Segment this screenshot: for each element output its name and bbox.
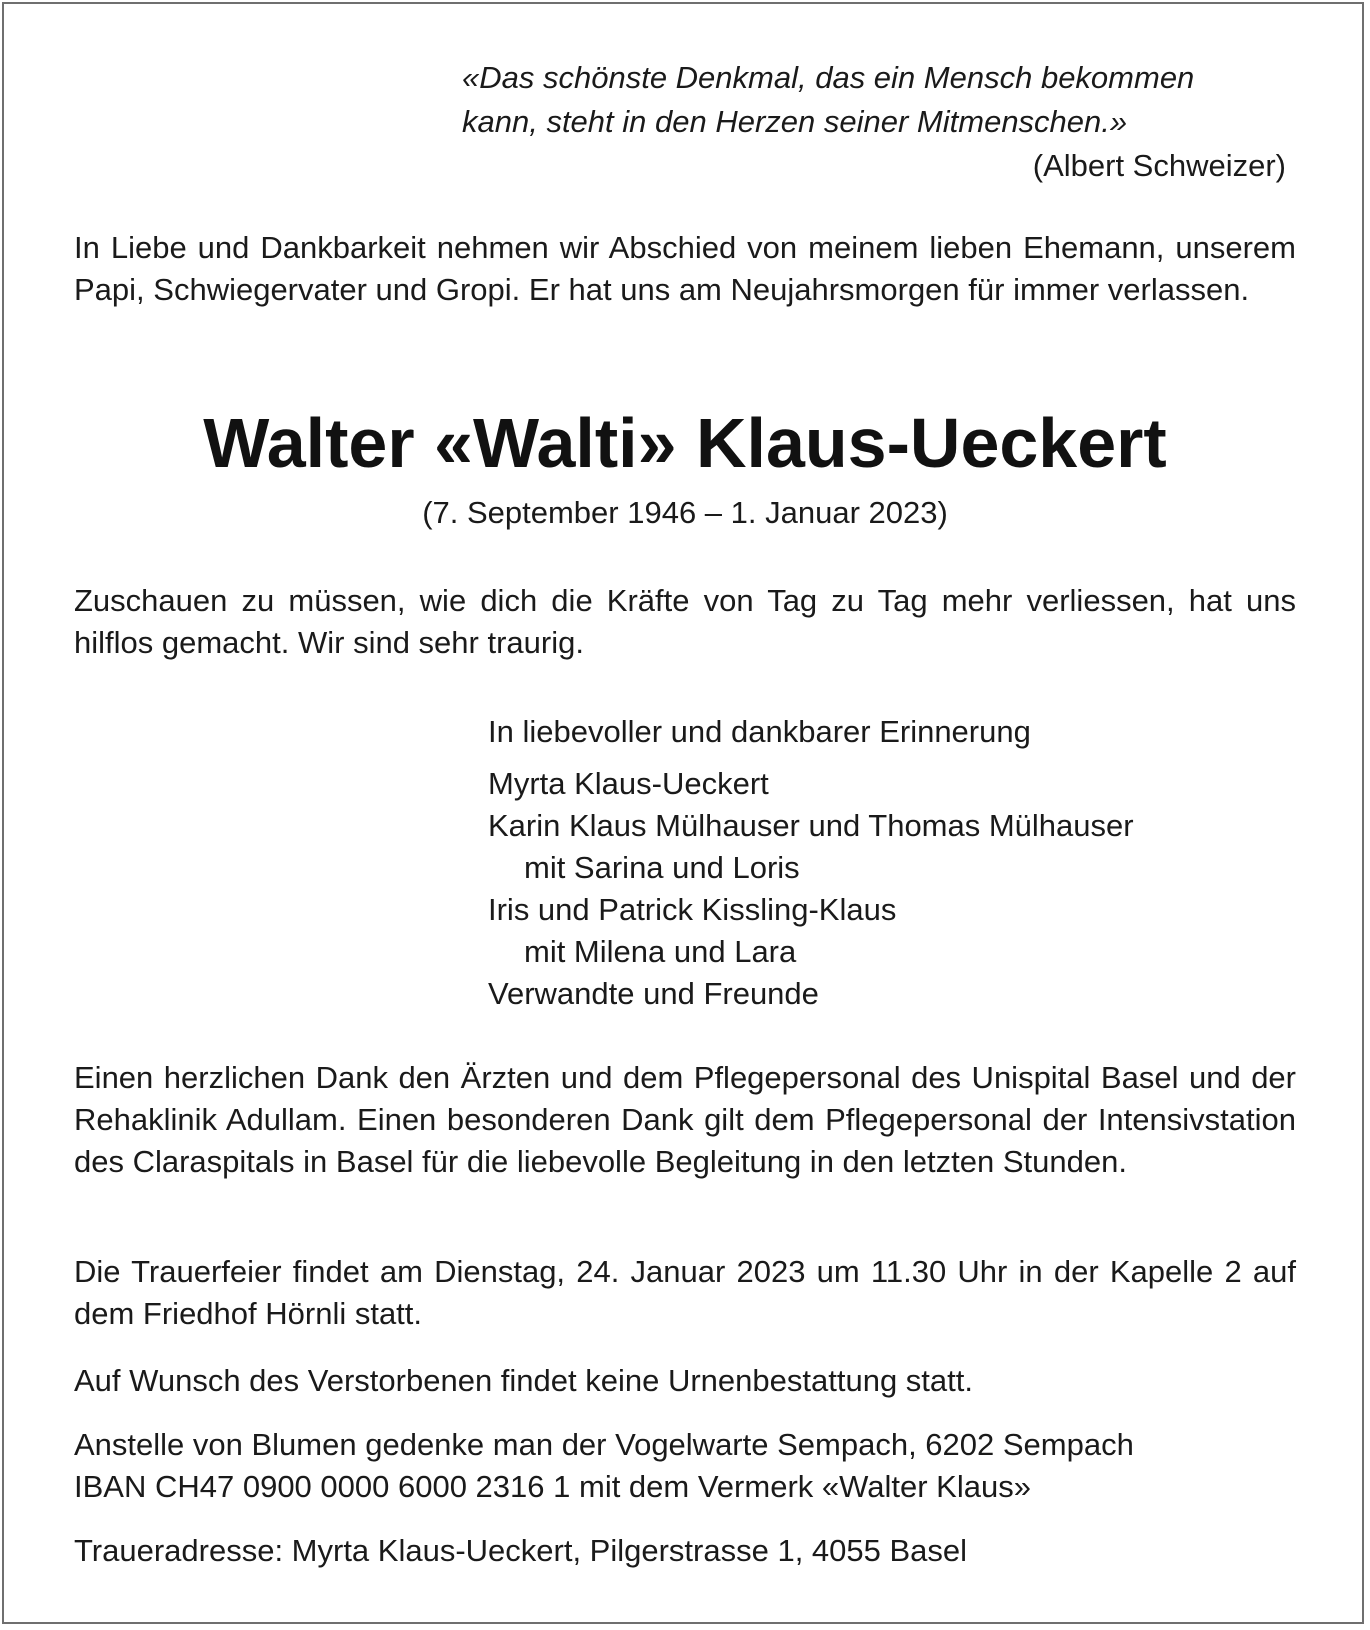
intro-paragraph: In Liebe und Dankbarkeit nehmen wir Abschied von meinem lieben Ehemann, unserem Papi, Schwiegervater und Gropi. Er hat uns am Neujahrsmorgen für immer verlassen. xyxy=(74,230,1296,307)
signer-line: Karin Klaus Mülhauser und Thomas Mülhauser xyxy=(488,808,1134,843)
mourning-address: Traueradresse: Myrta Klaus-Ueckert, Pilgerstrasse 1, 4055 Basel xyxy=(74,1533,968,1568)
wish-paragraph: Auf Wunsch des Verstorbenen findet keine Urnenbestattung statt. xyxy=(74,1363,973,1398)
quote-author: (Albert Schweizer) xyxy=(1032,148,1286,183)
quote-line-1: «Das schönste Denkmal, das ein Mensch bekommen xyxy=(462,60,1195,95)
epigraph-quote xyxy=(462,56,1292,188)
signer-line: Iris und Patrick Kissling-Klaus xyxy=(488,892,897,927)
reflection-paragraph: Zuschauen zu müssen, wie dich die Kräfte von Tag zu Tag mehr verliessen, hat uns hilflos gemacht. Wir sind sehr traurig. xyxy=(74,583,1296,660)
signer-line: Verwandte und Freunde xyxy=(488,976,819,1011)
signers-lead: In liebevoller und dankbarer Erinnerung xyxy=(488,714,1031,749)
life-dates: (7. September 1946 – 1. Januar 2023) xyxy=(422,495,948,530)
signer-line: Myrta Klaus-Ueckert xyxy=(488,766,769,801)
signers-block xyxy=(488,711,1308,1015)
quote-line-2: kann, steht in den Herzen seiner Mitmenschen.» xyxy=(462,104,1128,139)
ceremony-paragraph: Die Trauerfeier findet am Dienstag, 24. Januar 2023 um 11.30 Uhr in der Kapelle 2 auf dem Friedhof Hörnli statt. xyxy=(74,1254,1296,1331)
signer-line: mit Milena und Lara xyxy=(524,934,797,969)
donation-line-1: Anstelle von Blumen gedenke man der Vogelwarte Sempach, 6202 Sempach xyxy=(74,1427,1134,1462)
deceased-name: Walter «Walti» Klaus-Ueckert xyxy=(203,404,1167,482)
thanks-paragraph: Einen herzlichen Dank den Ärzten und dem Pflegepersonal des Unispital Basel und der Rehaklinik Adullam. Einen besonderen Dank gilt dem Pflegepersonal der Intensivstation des Claraspitals in Basel für die liebevolle Begleitung in den letzten Stunden. xyxy=(74,1060,1296,1179)
donation-paragraph xyxy=(74,1424,1296,1508)
signer-line: mit Sarina und Loris xyxy=(524,850,800,885)
donation-line-2: IBAN CH47 0900 0000 6000 2316 1 mit dem Vermerk «Walter Klaus» xyxy=(74,1469,1031,1504)
